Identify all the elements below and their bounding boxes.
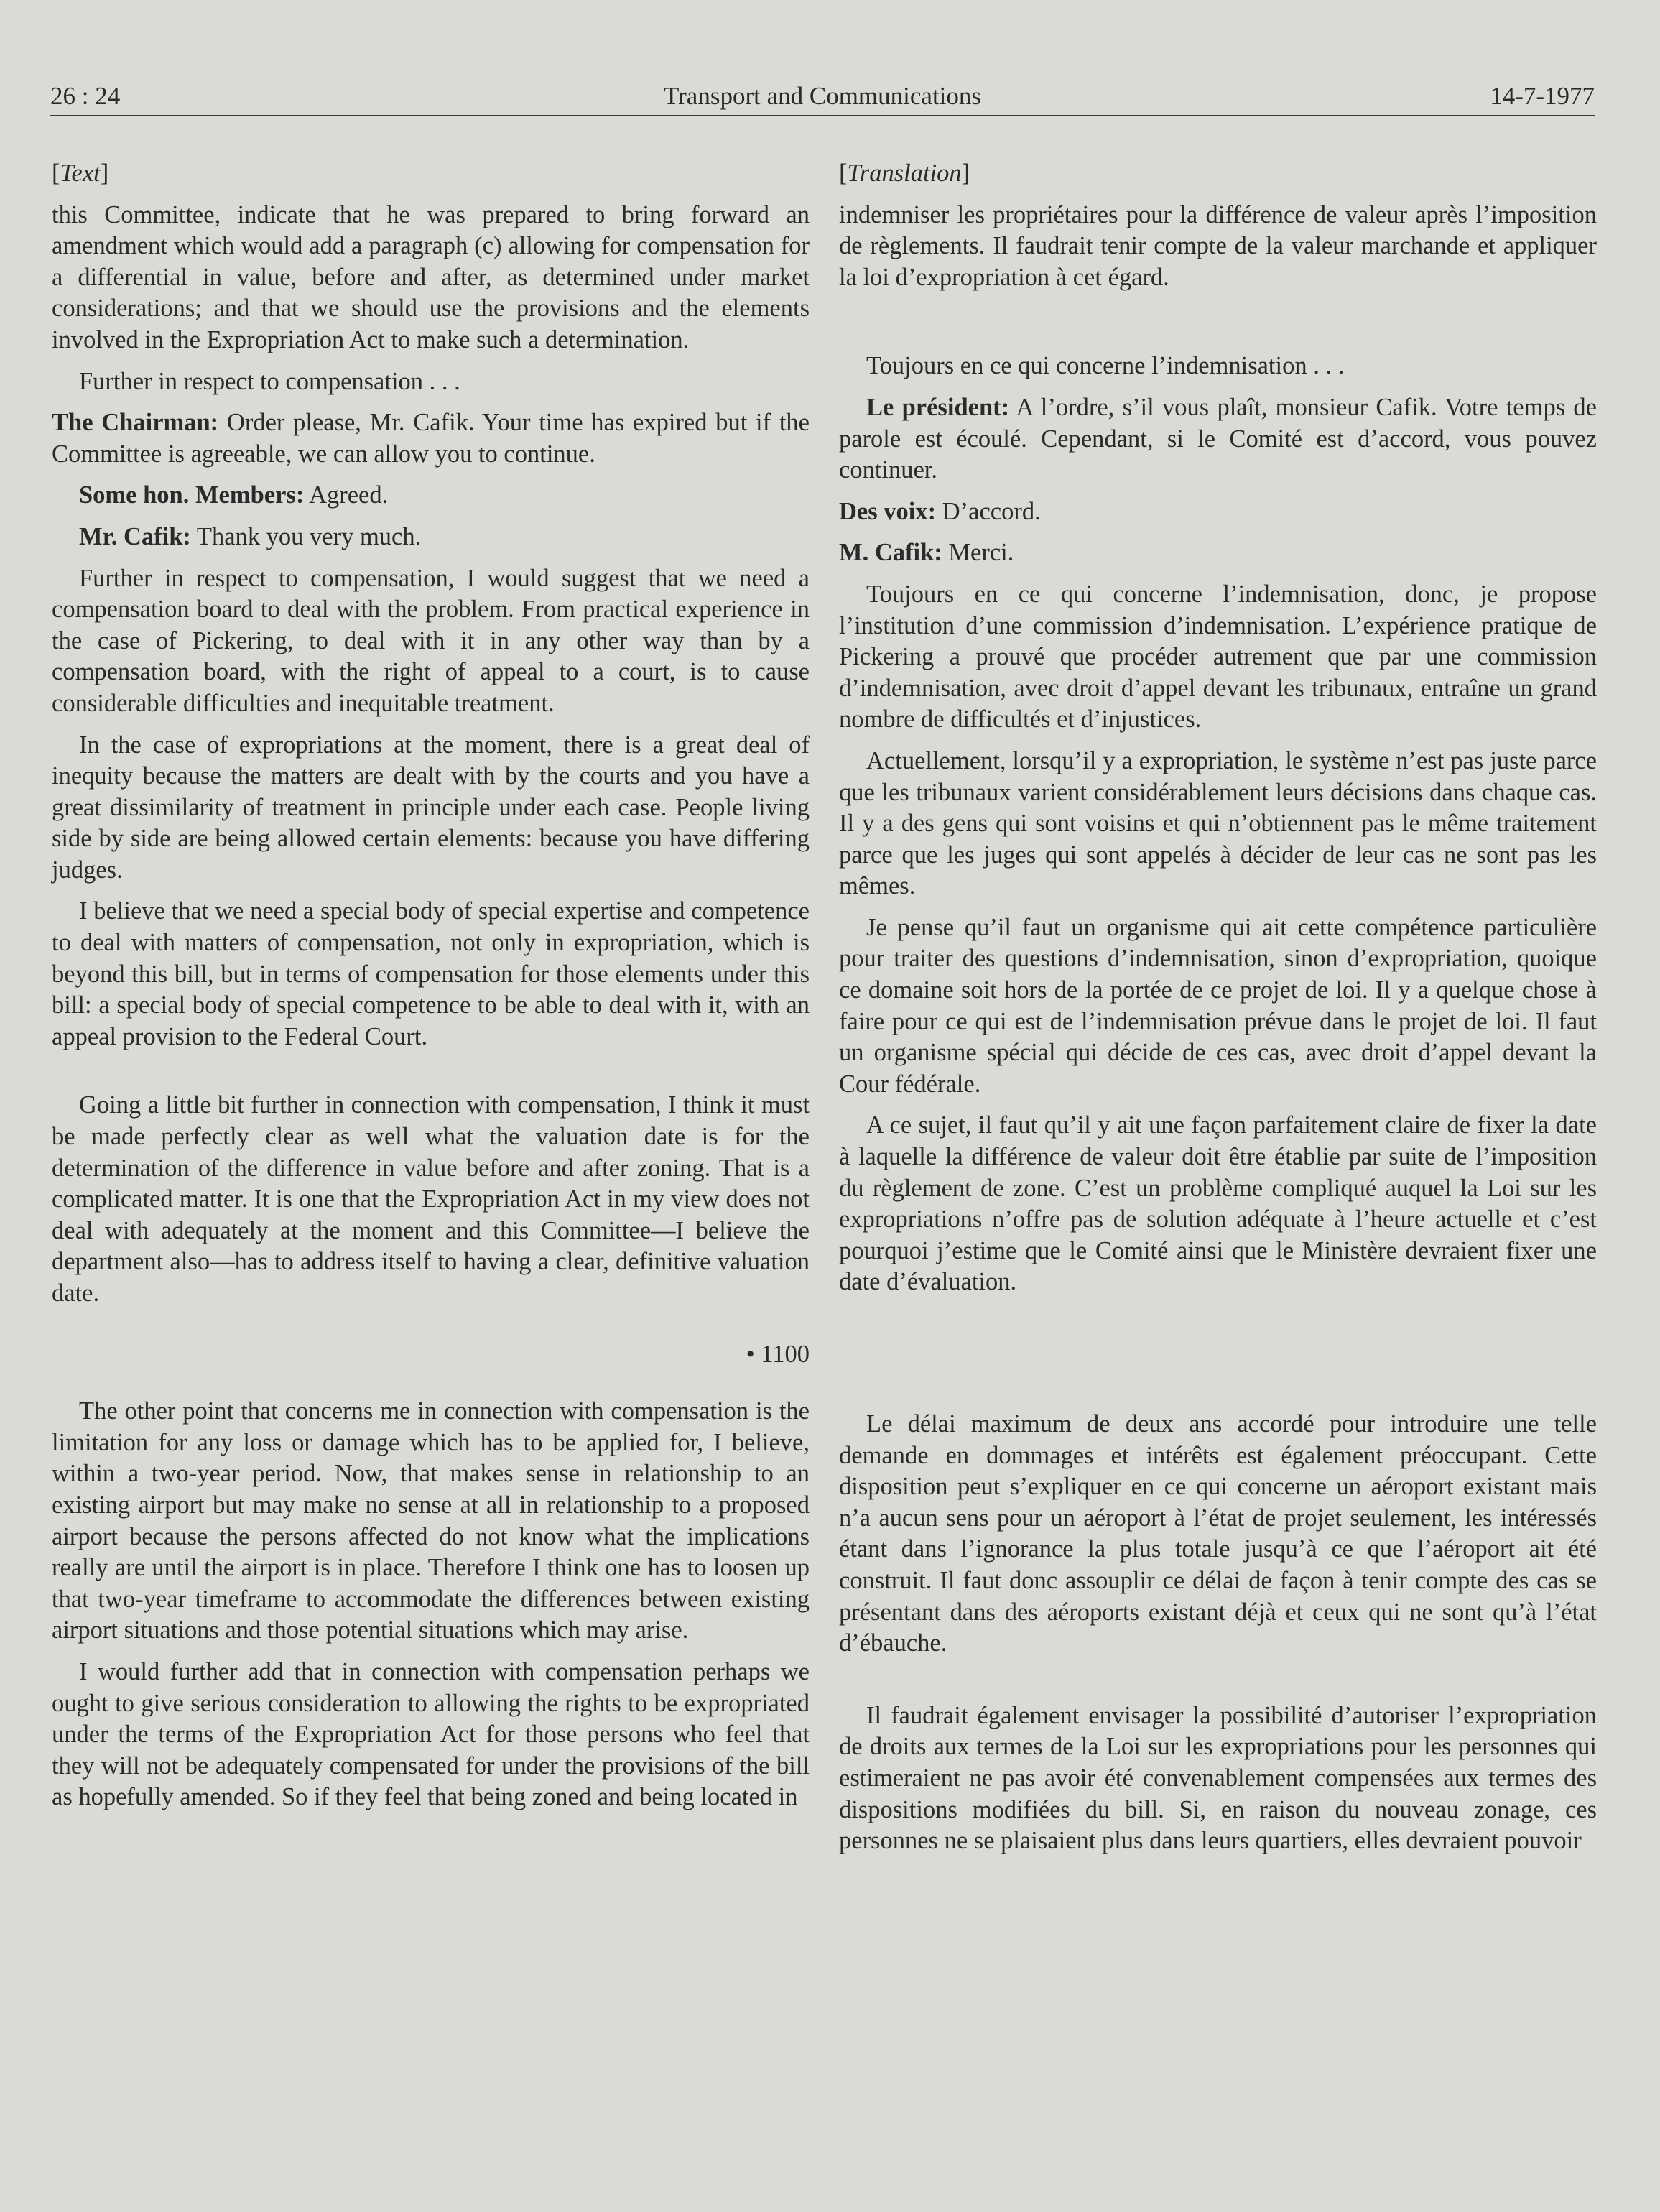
- paragraph: I believe that we need a special body of special expertise and competence to deal with matters of compensation, not only in expropriation, which is beyond this bill, but in terms of compensation for those elements under this bill: a special body of special competence to be able to deal with it, with an appeal provision to the Federal Court.: [52, 897, 810, 1050]
- paragraph: The other point that concerns me in connection with compensation is the limitation for any loss or damage which has to be applied for, I believe, within a two-year period. Now, that makes sense in relationship to an existing airport but may make no sense at all in relationship to a proposed airport because the persons affected do not know what the implications really are until the airport is in place. Therefore I think one has to loosen up that two-year timeframe to accommodate the differences between existing airport situations and those potential situations which may arise.: [52, 1397, 810, 1644]
- speech-voix: Des voix: D’accord.: [839, 497, 1041, 525]
- paragraph: Further in respect to compensation, I would suggest that we need a compensation board to deal with the problem. From practical experience in the case of Pickering, to deal with it in any other way than by a compensation board, with the right of appeal to a court, is to cause considerable difficulties and inequitable treatment.: [52, 564, 810, 717]
- header-date: 14-7-1977: [1490, 82, 1595, 110]
- running-title: Transport and Communications: [663, 82, 982, 110]
- speech-members: Some hon. Members: Agreed.: [79, 481, 389, 509]
- speaker-name: Des voix:: [839, 497, 937, 525]
- speaker-name: Le président:: [866, 393, 1010, 421]
- paragraph: this Committee, indicate that he was prepared to bring forward an amendment which would add a paragraph (c) allowing for compensation for a differential in value, before and after, as determined under market considerations; and that we should use the provisions and the elements involved in the Expropriation Act to make such a determination.: [52, 200, 810, 353]
- speech-cafik: Mr. Cafik: Thank you very much.: [79, 522, 422, 550]
- speech-president: Le président: A l’ordre, s’il vous plaît, monsieur Cafik. Votre temps de parole est écoulé. Cependant, si le Comité est d’accord, vous pouvez continuer.: [839, 393, 1597, 484]
- paragraph: Actuellement, lorsqu’il y a expropriation, le système n’est pas juste parce que les tribunaux varient considérablement leurs décisions dans chaque cas. Il y a des gens qui sont voisins et qui n’obtiennent pas le même traitement parce que les juges qui sont appelés à décider de leur cas ne sont pas les mêmes.: [839, 746, 1597, 900]
- speaker-name: M. Cafik:: [839, 539, 942, 567]
- paragraph: Toujours en ce qui concerne l’indemnisation . . .: [866, 352, 1345, 380]
- paragraph: Toujours en ce qui concerne l’indemnisation, donc, je propose l’institution d’une commission d’indemnisation. L’expérience pratique de Pickering a prouvé que procéder autrement que par une commission d’indemnisation, avec droit d’appel devant les tribunaux, entraîne un grand nombre de difficultés et d’injustices.: [839, 580, 1597, 734]
- speaker-name: The Chairman:: [52, 409, 219, 437]
- paragraph: Le délai maximum de deux ans accordé pour introduire une telle demande en dommages et intérêts est également préoccupant. Cette disposition peut s’expliquer en ce qui concerne un aéroport existant mais n’a aucun sens pour un aéroport à l’état de projet seulement, les intéressés étant dans l’ignorance la plus totale jusqu’à ce que l’aéroport ait été construit. Il faut donc assouplir ce délai de façon à tenir compte des cas se présentant dans des aéroports existant déjà et ceux qui ne sont qu’à l’état d’ébauche.: [839, 1410, 1597, 1657]
- paragraph: Further in respect to compensation . . .: [79, 367, 460, 395]
- paragraph: Il faudrait également envisager la possibilité d’autoriser l’expropriation de droits aux termes de la Loi sur les expropriations pour les personnes qui estimeraient ne pas avoir été convenablement compensées aux termes des dispositions modifiées du bill. Si, en raison du nouveau zonage, ces personnes ne se plaisaient plus dans leurs quartiers, elles devraient pouvoir: [839, 1701, 1597, 1855]
- french-column: [839, 158, 1597, 1857]
- speaker-name: Some hon. Members:: [79, 481, 305, 509]
- page-number: 26 : 24: [50, 82, 121, 110]
- speech-chairman: The Chairman: Order please, Mr. Cafik. Your time has expired but if the Committee is agreeable, we can allow you to continue.: [52, 409, 810, 468]
- paragraph: Je pense qu’il faut un organisme qui ait cette compétence particulière pour traiter des questions d’indemnisation, sinon d’expropriation, quoique ce domaine soit hors de la portée de ce projet de loi. Il y a quelque chose à faire pour ce qui est de l’indemnisation prévue dans le projet de loi. Il faut un organisme spécial qui décide de ces cas, avec droit d’appel devant la Cour fédérale.: [839, 913, 1597, 1098]
- paragraph: A ce sujet, il faut qu’il y ait une façon parfaitement claire de fixer la date à laquelle la différence de valeur doit être établie par suite de l’imposition du règlement de zone. C’est un problème compliqué auquel la Loi sur les expropriations n’offre pas de solution adéquate à l’heure actuelle et c’est pourquoi j’estime que le Comité ainsi que le Ministère devraient fixer une date d’évaluation.: [839, 1111, 1597, 1296]
- speech-cafik: M. Cafik: Merci.: [839, 539, 1014, 567]
- translation-label: [Translation]: [839, 159, 970, 187]
- speaker-name: Mr. Cafik:: [79, 522, 191, 550]
- paragraph: indemniser les propriétaires pour la différence de valeur après l’imposition de règlements. Il faudrait tenir compte de la valeur marchande et appliquer la loi d’expropriation à cet égard.: [839, 200, 1597, 291]
- paragraph: I would further add that in connection with compensation perhaps we ought to give serious consideration to allowing the rights to be expropriated under the terms of the Expropriation Act for those persons who feel that they will not be adequately compensated for under the provisions of the bill as hopefully amended. So if they feel that being zoned and being located in: [52, 1657, 810, 1811]
- page-header: [50, 78, 1595, 116]
- text-label: [Text]: [52, 159, 109, 187]
- paragraph: Going a little bit further in connection with compensation, I think it must be made perfectly clear as well what the valuation date is for the determination of the difference in value before and after zoning. That is a complicated matter. It is one that the Expropriation Act in my view does not deal with adequately at the moment and this Committee—I believe the department also—has to address itself to having a clear, definitive valuation date.: [52, 1091, 810, 1307]
- time-marker: • 1100: [746, 1340, 810, 1368]
- paragraph: In the case of expropriations at the moment, there is a great deal of inequity because the matters are dealt with by the courts and you have a great dissimilarity of treatment in principle under each case. People living side by side are being allowed certain elements: because you have differing judges.: [52, 731, 810, 884]
- english-column: [52, 158, 810, 1813]
